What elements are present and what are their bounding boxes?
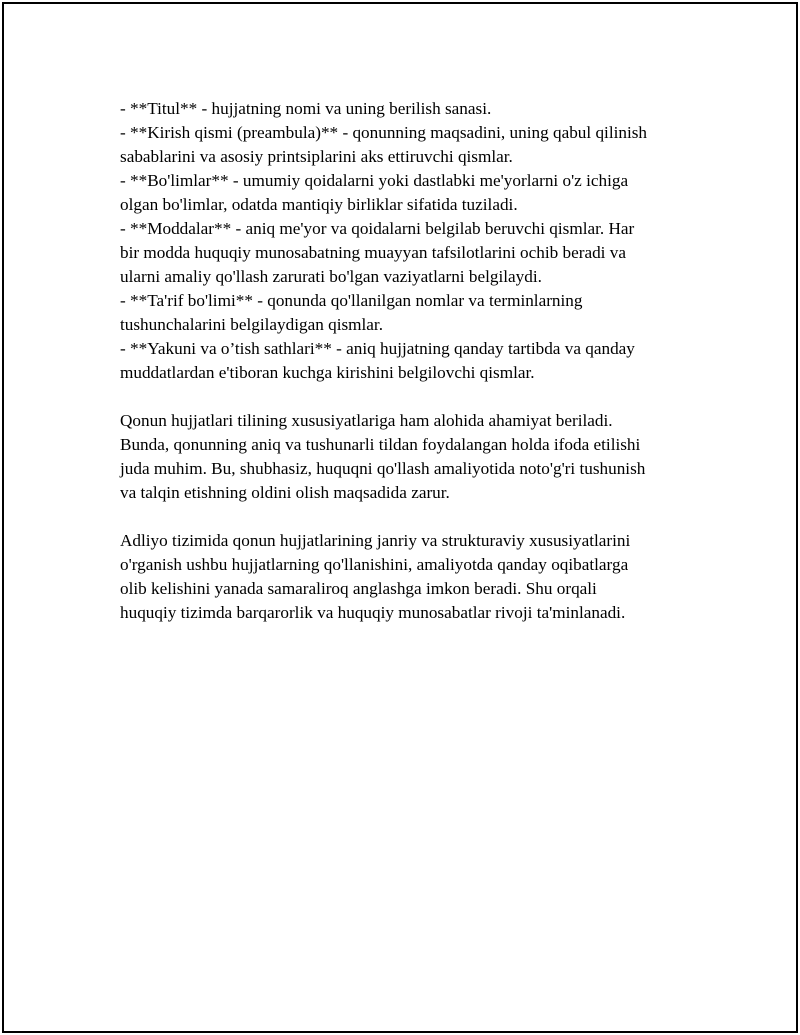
list-line: olgan bo'limlar, odatda mantiqiy birliklar sifatida tuziladi. [120,195,518,214]
conclusion-paragraph [120,529,700,625]
structure-list [120,97,700,385]
document-body [120,97,700,625]
list-line: muddatlardan e'tiboran kuchga kirishini belgilovchi qismlar. [120,363,535,382]
document-page [2,2,798,1033]
list-line: - **Kirish qismi (preambula)** - qonunning maqsadini, uning qabul qilinish [120,123,648,142]
list-line: - **Bo'limlar** - umumiy qoidalarni yoki dastlabki me'yorlarni o'z ichiga [120,171,629,190]
paragraph-line: Bunda, qonunning aniq va tushunarli tildan foydalangan holda ifoda etilishi [120,435,641,454]
paragraph-line: Adliyo tizimida qonun hujjatlarining janriy va strukturaviy xususiyatlarini [120,531,631,550]
list-line: ularni amaliy qo'llash zarurati bo'lgan vaziyatlarni belgilaydi. [120,267,542,286]
list-line: - **Moddalar** - aniq me'yor va qoidalarni belgilab beruvchi qismlar. Har [120,219,635,238]
paragraph-line: olib kelishini yanada samaraliroq anglashga imkon beradi. Shu orqali [120,579,597,598]
list-line: - **Ta'rif bo'limi** - qonunda qo'llanilgan nomlar va terminlarning [120,291,583,310]
paragraph-line: huquqiy tizimda barqarorlik va huquqiy munosabatlar rivoji ta'minlanadi. [120,603,626,622]
paragraph-spacer [120,385,700,409]
paragraph-line: o'rganish ushbu hujjatlarning qo'llanishini, amaliyotda qanday oqibatlarga [120,555,629,574]
paragraph-line: va talqin etishning oldini olish maqsadida zarur. [120,483,450,502]
paragraph-line: Qonun hujjatlari tilining xususiyatlariga ham alohida ahamiyat beriladi. [120,411,613,430]
language-paragraph [120,409,700,505]
list-line: tushunchalarini belgilaydigan qismlar. [120,315,384,334]
list-line: - **Yakuni va o’tish sathlari** - aniq hujjatning qanday tartibda va qanday [120,339,635,358]
list-line: - **Titul** - hujjatning nomi va uning berilish sanasi. [120,99,492,118]
paragraph-line: juda muhim. Bu, shubhasiz, huquqni qo'llash amaliyotida noto'g'ri tushunish [120,459,646,478]
list-line: sabablarini va asosiy printsiplarini aks ettiruvchi qismlar. [120,147,513,166]
paragraph-spacer [120,505,700,529]
list-line: bir modda huquqiy munosabatning muayyan tafsilotlarini ochib beradi va [120,243,626,262]
